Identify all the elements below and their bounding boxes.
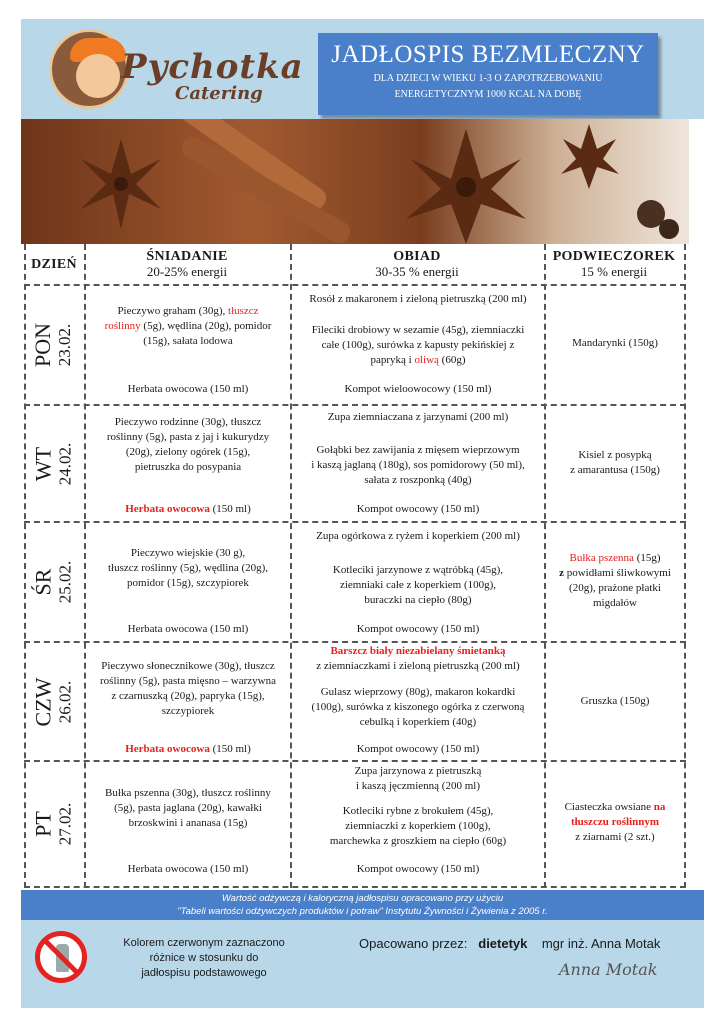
lunch-drink-fri: Kompot owocowy (150 ml) (356, 862, 480, 875)
lunch-drink-tue: Kompot owocowy (150 ml) (356, 502, 480, 515)
breakfast-thu: Pieczywo słonecznikowe (30g), tłuszcz roślinny (5g), pasta mięsno – warzywna z czarnuszką (20g), papryka (15g), szczypiorek (100, 660, 276, 717)
lunch-drink-thu: Kompot owocowy (150 ml) (356, 742, 480, 755)
day-label-fri: PT 27.02. (30, 802, 74, 846)
page-title: JADŁOSPIS BEZMLECZNY (331, 41, 645, 68)
header-breakfast: ŚNIADANIE 20-25% energii (146, 249, 228, 279)
menu-table (24, 244, 686, 888)
lunch-main-thu: Gulasz wieprzowy (80g), makaron kokardki (100g), surówka z kiszonego ogórka z czerwoną cebulką i koperkiem (40g) (311, 685, 525, 728)
lunch-main-mon: Fileciki drobiowy w sezamie (45g), ziemniaczki całe (100g), surówka z kapusty pekińskiej z papryką i oliwą (60g) (311, 323, 525, 366)
soup-thu: Barszcz biały niezabielany śmietanką z ziemniaczkami i zieloną pietruszką (200 ml) (316, 645, 520, 672)
prepared-by: Opacowano przez: dietetyk mgr inż. Anna Motak (359, 936, 661, 951)
day-label-tue: WT 24.02. (30, 442, 74, 485)
header (21, 19, 704, 119)
page-subtitle-line2: ENERGETYCZNYM 1000 KCAL NA DOBĘ (394, 89, 582, 100)
lunch-main-fri: Kotleciki rybne z brokułem (45g), ziemniaczki z koperkiem (100g), marchewka z groszkiem na ciepło (60g) (329, 804, 507, 847)
chef-emblem-icon (49, 29, 129, 109)
no-milk-icon (35, 931, 87, 983)
lunch-drink-mon: Kompot wieloowocowy (150 ml) (344, 382, 492, 395)
spices-photo (21, 119, 689, 244)
spices-illustration (21, 119, 689, 244)
lunch-main-wed: Kotleciki jarzynowe z wątróbką (45g), ziemniaki całe z koperkiem (100g), buraczki na ciepło (80g) (332, 563, 504, 606)
header-lunch: OBIAD 30-35 % energii (375, 249, 459, 279)
soup-tue: Zupa ziemniaczana z jarzynami (200 ml) (327, 410, 509, 423)
breakfast-mon: Pieczywo graham (30g), tłuszcz roślinny (5g), wędlina (20g), pomidor (15g), sałata lodowa (104, 304, 272, 347)
brand-subname: Catering (175, 83, 263, 104)
header-day: DZIEŃ (31, 256, 77, 272)
footer-panel (21, 920, 704, 1008)
breakfast-drink-wed: Herbata owocowa (150 ml) (127, 622, 249, 635)
soup-mon: Rosół z makaronem i zieloną pietruszką (200 ml) (309, 292, 527, 305)
snack-fri: Ciasteczka owsiane na tłuszczu roślinnym z ziarnami (2 szt.) (564, 800, 666, 843)
signature: Anna Motak (559, 960, 658, 979)
breakfast-drink-fri: Herbata owocowa (150 ml) (127, 862, 249, 875)
snack-mon: Mandarynki (150g) (572, 336, 658, 349)
page-subtitle-line1: DLA DZIECI W WIEKU 1-3 O ZAPOTRZEBOWANIU (373, 73, 603, 84)
day-label-thu: CZW 26.02. (29, 677, 74, 726)
breakfast-drink-mon: Herbata owocowa (150 ml) (127, 382, 249, 395)
day-label-wed: ŚR 25.02. (30, 560, 74, 604)
snack-tue: Kisiel z posypką z amarantusa (150g) (570, 449, 660, 476)
brand-name: Pychotka (121, 47, 304, 87)
soup-fri: Zupa jarzynowa z pietruszką i kaszą jęczmienną (200 ml) (354, 765, 482, 792)
day-label-mon: PON 23.02. (29, 322, 74, 368)
breakfast-tue: Pieczywo rodzinne (30g), tłuszcz roślinny (5g), pasta z jaj i kukurydzy (20g), zielony ogórek (15g), pietruszka do posypania (106, 416, 270, 473)
header-snack: PODWIECZOREK 15 % energii (552, 249, 676, 279)
lunch-main-tue: Gołąbki bez zawijania z mięsem wieprzowym i kaszą jaglaną (180g), sos pomidorowy (50 ml), sałata z roszponką (40g) (311, 443, 525, 486)
snack-thu: Gruszka (150g) (580, 695, 650, 707)
chef-face-icon (76, 54, 120, 98)
breakfast-wed: Pieczywo wiejskie (30 g), tłuszcz roślinny (5g), wędlina (20g), pomidor (15g), szczypiorek (107, 546, 269, 589)
lunch-drink-wed: Kompot owocowy (150 ml) (356, 622, 480, 635)
breakfast-drink-thu: Herbata owocowa (150 ml) (125, 742, 251, 755)
title-box (318, 33, 658, 115)
snack-wed: Bułka pszenna (15g) z powidłami śliwkowymi (20g), prażone płatki migdałów (559, 552, 671, 609)
breakfast-fri: Bułka pszenna (30g), tłuszcz roślinny (5g), pasta jaglana (20g), kawałki brzoskwini i ananasa (15g) (105, 786, 271, 829)
nutrition-source-note: Wartość odżywczą i kaloryczną jadłospisu opracowano przy użyciu "Tabeli wartości odżywczych produktów i potraw" Instytutu Żywności i Żywienia z 2005 r. (21, 890, 704, 920)
brand-logo[interactable] (43, 27, 304, 115)
soup-wed: Zupa ogórkowa z ryżem i koperkiem (200 ml) (316, 529, 520, 542)
breakfast-drink-tue: Herbata owocowa (150 ml) (125, 502, 251, 515)
red-color-legend: Kolorem czerwonym zaznaczono różnice w stosunku do jadłospisu podstawowego (123, 937, 285, 979)
